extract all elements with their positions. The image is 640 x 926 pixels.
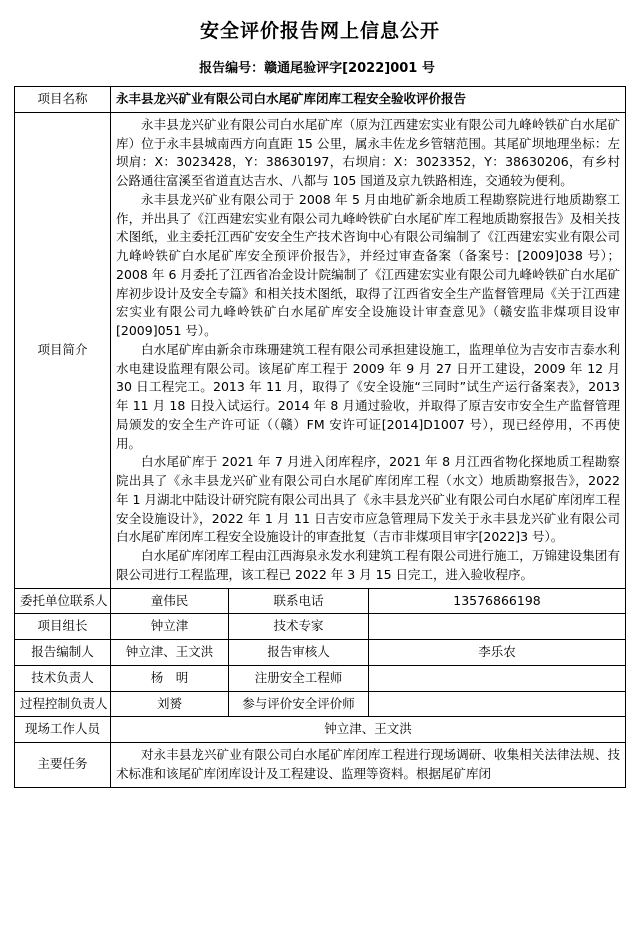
tech-principal-label: 技术负责人 [15, 665, 111, 691]
table-row [15, 87, 626, 113]
table-row [15, 588, 626, 614]
main-task-label: 主要任务 [15, 743, 111, 788]
tech-expert-label: 技术专家 [229, 614, 369, 640]
process-principal-value: 刘赟 [111, 691, 229, 717]
tech-principal-value: 杨 明 [111, 665, 229, 691]
table-row [15, 717, 626, 743]
phone-value: 13576866198 [369, 588, 626, 614]
table-row [15, 640, 626, 666]
project-name-label: 项目名称 [15, 87, 111, 113]
brief-paragraph: 白水尾矿库闭库工程由江西海泉永发水利建筑工程有限公司进行施工，万锦建设集团有限公司进行工程监理，该工程已 2022 年 3 月 15 日完工，进入验收程序。 [116, 548, 620, 582]
project-name-value: 永丰县龙兴矿业有限公司白水尾矿库闭库工程安全验收评价报告 [111, 87, 626, 113]
brief-paragraph: 白水尾矿库由新余市珠珊建筑工程有限公司承担建设施工，监理单位为吉安市吉泰水利水电建设监理有限公司。该尾矿库工程于 2009 年 9 月 27 日开工建设，2009 年 12 月 30 日工程完工。2013 年 11 月，取得了《安全设施“三同时”试生产运行备案表》，2013 年 11 月 18 日投入试运行。2014 年 8 月通过验收，并取得了原吉安市安全生产监督管理局颁发的安全生产许可证（（赣）FM 安许可证[2014]D1007 号），现已经停用，不再使用。 [116, 341, 620, 451]
brief-paragraph: 永丰县龙兴矿业有限公司白水尾矿库（原为江西建宏实业有限公司九峰岭铁矿白水尾矿库）位于永丰县城南西方向直距 15 公里，属永丰佐龙乡管辖范围。其尾矿坝地理坐标：左坝肩：X：3023428，Y：38630197，右坝肩：X：3023352，Y：38630206，有乡村公路通往富溪至省道直达吉水、八都与 105 国道及京九铁路相连，交通较为便利。 [116, 116, 620, 188]
report-reviewer-value: 李乐农 [369, 640, 626, 666]
table-row [15, 665, 626, 691]
process-principal-label: 过程控制负责人 [15, 691, 111, 717]
brief-paragraph: 白水尾矿库于 2021 年 7 月进入闭库程序，2021 年 8 月江西省物化探地质工程勘察院出具了《永丰县龙兴矿业有限公司白水尾矿库闭库工程（水文）地质勘察报告》，2022 年 1 月湖北中陆设计研究院有限公司出具了《永丰县龙兴矿业有限公司白水尾矿库闭库工程安全设施设计》，2022 年 1 月 11 日吉安市应急管理局下发关于永丰县龙兴矿业有限公司白水尾矿库闭库工程安全设施设计的审查批复（吉市非煤项目审字[2022]3 号）。 [116, 454, 620, 545]
main-task-text: 对永丰县龙兴矿业有限公司白水尾矿库闭库工程进行现场调研、收集相关法律法规、技术标准和该尾矿库闭库设计及工程建设、监理等资料。根据尾矿库闭 [116, 747, 620, 781]
entrust-contact-value: 童伟民 [111, 588, 229, 614]
table-row [15, 691, 626, 717]
page-title: 安全评价报告网上信息公开 [199, 20, 440, 42]
group-leader-label: 项目组长 [15, 614, 111, 640]
table-row [15, 614, 626, 640]
report-number: 报告编号：赣通尾验评字[2022]001 号 [199, 61, 435, 76]
participant-assessor-value [369, 691, 626, 717]
group-leader-value: 钟立津 [111, 614, 229, 640]
field-staff-value: 钟立津、王文洪 [111, 717, 626, 743]
table-row [15, 743, 626, 788]
table-row [15, 112, 626, 588]
field-staff-label: 现场工作人员 [15, 717, 111, 743]
entrust-contact-label: 委托单位联系人 [15, 588, 111, 614]
report-author-label: 报告编制人 [15, 640, 111, 666]
participant-assessor-label: 参与评价安全评价师 [229, 691, 369, 717]
main-task-value [111, 743, 626, 788]
brief-value [111, 112, 626, 588]
report-reviewer-label: 报告审核人 [229, 640, 369, 666]
brief-paragraph: 永丰县龙兴矿业有限公司于 2008 年 5 月由地矿新余地质工程勘察院进行地质勘察工作，并出具了《江西建宏实业有限公司九峰岭铁矿白水尾矿库工程地质勘察报告》及相关技术图纸，业主委托江西矿安安全生产技术咨询中心有限公司编制了《江西建宏实业有限公司九峰岭铁矿白水尾矿库安全预评价报告》，并经过审查备案（备案号：[2009]038 号）；2008 年 6 月委托了江西省冶金设计院编制了《江西建宏实业有限公司九峰岭铁矿白水尾矿库初步设计及安全专篇》和相关技术图纸，取得了江西省安全生产监督管理局《关于江西建宏实业有限公司九峰岭铁矿白水尾矿库安全设施设计审查意见》（赣安监非煤项目设审[2009]051 号）。 [116, 191, 620, 338]
registered-engineer-label: 注册安全工程师 [229, 665, 369, 691]
registered-engineer-value [369, 665, 626, 691]
info-table [14, 86, 626, 788]
tech-expert-value [369, 614, 626, 640]
phone-label: 联系电话 [229, 588, 369, 614]
report-author-value: 钟立津、王文洪 [111, 640, 229, 666]
brief-label: 项目简介 [15, 112, 111, 588]
